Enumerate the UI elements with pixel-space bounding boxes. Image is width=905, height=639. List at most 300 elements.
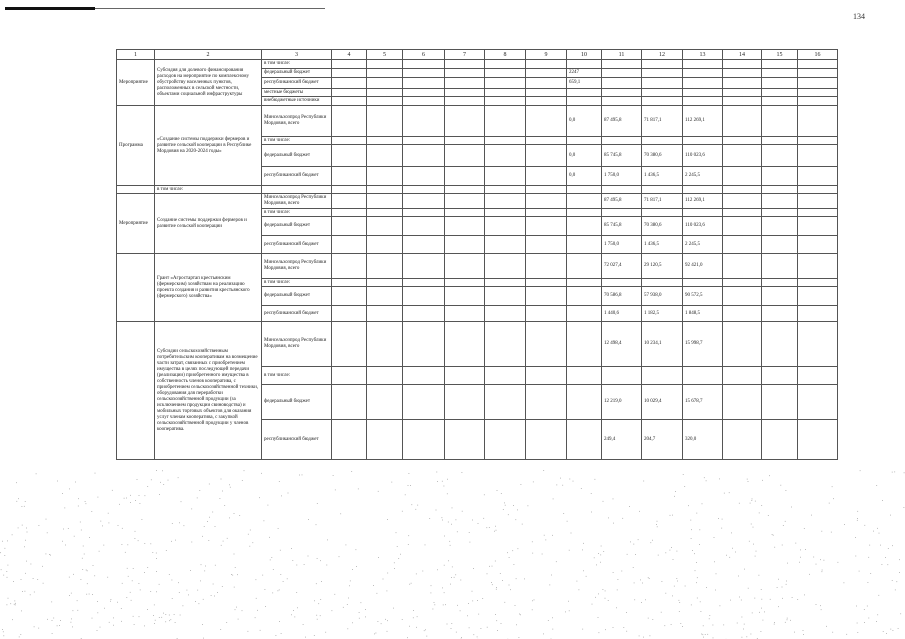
header-rule-thick: [5, 7, 95, 10]
empty-cell: [367, 145, 403, 167]
empty-cell: [367, 367, 403, 385]
value-col-11: 70 586,8: [602, 287, 642, 306]
empty-cell: [723, 217, 762, 236]
empty-cell: [723, 89, 762, 97]
empty-cell: [445, 89, 485, 97]
value-col-13: 112 269,1: [683, 106, 723, 137]
empty-cell: [445, 236, 485, 254]
empty-cell: [798, 106, 838, 137]
empty-cell: [367, 420, 403, 460]
empty-cell: [485, 322, 526, 367]
value-col-13: 2 245,5: [683, 236, 723, 254]
header-cell: 13: [683, 50, 723, 60]
empty-cell: [762, 145, 798, 167]
empty-cell: [723, 385, 762, 420]
value-col-11: [602, 367, 642, 385]
funding-source: внебюджетные источники: [262, 97, 332, 106]
value-col-12: 1 436,5: [642, 167, 683, 186]
empty-cell: [762, 254, 798, 279]
empty-cell: [445, 306, 485, 322]
row-category: Мероприятие: [117, 60, 155, 106]
empty-cell: [526, 145, 567, 167]
empty-cell: [762, 209, 798, 217]
empty-cell: [723, 279, 762, 287]
value-col-12: 1 436,5: [642, 236, 683, 254]
empty-cell: [762, 137, 798, 145]
header-cell: 8: [485, 50, 526, 60]
value-col-12: 71 817,1: [642, 106, 683, 137]
empty-cell: [445, 137, 485, 145]
value-col-11: 87 495,8: [602, 194, 642, 209]
value-col-12: 1 182,5: [642, 306, 683, 322]
value-col-13: 90 572,5: [683, 287, 723, 306]
funding-source: республиканский бюджет: [262, 167, 332, 186]
empty-cell: [723, 194, 762, 209]
empty-cell: [485, 89, 526, 97]
funding-source: в том числе:: [262, 279, 332, 287]
empty-cell: [445, 254, 485, 279]
value-col-10: 0,0: [567, 145, 602, 167]
empty-cell: [445, 167, 485, 186]
empty-cell: [367, 89, 403, 97]
header-rule-thin: [95, 8, 325, 9]
value-col-10: [567, 420, 602, 460]
empty-cell: [332, 322, 367, 367]
empty-cell: [332, 137, 367, 145]
value-col-12: 70 380,6: [642, 217, 683, 236]
empty-cell: [798, 167, 838, 186]
table-row: [117, 322, 838, 367]
empty-cell: [526, 420, 567, 460]
empty-cell: [332, 367, 367, 385]
row-name: в том числе:: [155, 186, 262, 194]
empty-cell: [798, 209, 838, 217]
empty-cell: [485, 69, 526, 78]
page-number: 134: [853, 12, 865, 21]
value-col-10: [567, 137, 602, 145]
value-col-13: [683, 97, 723, 106]
value-col-13: 2 245,5: [683, 167, 723, 186]
value-col-12: 10 029,4: [642, 385, 683, 420]
empty-cell: [526, 306, 567, 322]
value-col-10: 0,0: [567, 167, 602, 186]
empty-cell: [526, 217, 567, 236]
empty-cell: [526, 60, 567, 69]
empty-cell: [367, 306, 403, 322]
empty-cell: [485, 209, 526, 217]
empty-cell: [367, 69, 403, 78]
value-col-13: 1 848,5: [683, 306, 723, 322]
value-col-12: [642, 279, 683, 287]
row-category: [117, 322, 155, 460]
empty-cell: [526, 186, 567, 194]
funding-source: федеральный бюджет: [262, 217, 332, 236]
empty-cell: [762, 97, 798, 106]
value-col-10: [567, 367, 602, 385]
empty-cell: [526, 209, 567, 217]
empty-cell: [723, 306, 762, 322]
empty-cell: [403, 194, 445, 209]
empty-cell: [798, 194, 838, 209]
empty-cell: [526, 69, 567, 78]
empty-cell: [332, 217, 367, 236]
empty-cell: [445, 385, 485, 420]
value-col-11: [602, 60, 642, 69]
empty-cell: [367, 106, 403, 137]
empty-cell: [762, 217, 798, 236]
value-col-13: [683, 279, 723, 287]
empty-cell: [526, 97, 567, 106]
empty-cell: [798, 137, 838, 145]
funding-source: федеральный бюджет: [262, 69, 332, 78]
header-row: [117, 50, 838, 60]
value-col-12: 29 120,5: [642, 254, 683, 279]
value-col-11: 85 745,8: [602, 145, 642, 167]
row-name: Субсидия для долевого финансирования расходов на мероприятие по комплексному обустройству населенных пунктов, расположенных в сельской местности, объектами социальной инфраструктуры: [155, 60, 262, 106]
empty-cell: [526, 254, 567, 279]
value-col-13: [683, 60, 723, 69]
empty-cell: [798, 420, 838, 460]
value-col-11: 1 440,6: [602, 306, 642, 322]
empty-cell: [762, 367, 798, 385]
empty-cell: [798, 60, 838, 69]
funding-source: в том числе:: [262, 209, 332, 217]
value-col-13: 110 023,6: [683, 217, 723, 236]
empty-cell: [723, 322, 762, 367]
empty-cell: [526, 194, 567, 209]
value-col-13: [683, 209, 723, 217]
empty-cell: [332, 97, 367, 106]
empty-cell: [723, 287, 762, 306]
empty-cell: [723, 145, 762, 167]
row-category: Программа: [117, 106, 155, 186]
funding-source: Минсельхозпрод Республики Мордовия, всего: [262, 106, 332, 137]
empty-cell: [445, 186, 485, 194]
empty-cell: [367, 209, 403, 217]
empty-cell: [762, 306, 798, 322]
funding-source: федеральный бюджет: [262, 385, 332, 420]
header-cell: 11: [602, 50, 642, 60]
empty-cell: [798, 69, 838, 78]
value-col-11: 72 027,4: [602, 254, 642, 279]
empty-cell: [485, 217, 526, 236]
value-col-12: [642, 97, 683, 106]
empty-cell: [485, 137, 526, 145]
row-name: Создание системы поддержки фермеров и развитие сельской кооперации: [155, 194, 262, 254]
empty-cell: [403, 186, 445, 194]
empty-cell: [798, 254, 838, 279]
empty-cell: [798, 385, 838, 420]
value-col-13: [683, 137, 723, 145]
row-name: «Создание системы поддержки фермеров и развитие сельской кооперации в Республике Мордовия на 2020-2024 годы»: [155, 106, 262, 186]
empty-cell: [723, 78, 762, 89]
funding-source: местные бюджеты: [262, 89, 332, 97]
empty-cell: [445, 287, 485, 306]
value-col-13: 15 998,7: [683, 322, 723, 367]
empty-cell: [367, 279, 403, 287]
value-col-12: 10 234,1: [642, 322, 683, 367]
value-col-11: [602, 89, 642, 97]
empty-cell: [798, 287, 838, 306]
empty-cell: [367, 97, 403, 106]
row-category: [117, 254, 155, 322]
empty-cell: [332, 89, 367, 97]
empty-cell: [762, 69, 798, 78]
empty-cell: [403, 60, 445, 69]
funding-source: в том числе:: [262, 137, 332, 145]
row-name: Субсидии сельскохозяйственным потребительским кооперативам на возмещение части затрат, связанных с приобретением имущества в целях последующей передачи (реализации) приобретенного имущества в собственность членов кооператива, с приобретением сельскохозяйственной техники, оборудования для переработки сельскохозяйственной продукции (за исключением продукции свиноводства) и мобильных торговых объектов для оказания услуг членам кооператива, с закупкой сельскохозяйственной продукции у членов кооператива.: [155, 322, 262, 460]
value-col-13: [683, 69, 723, 78]
empty-cell: [332, 167, 367, 186]
empty-cell: [762, 106, 798, 137]
empty-cell: [798, 89, 838, 97]
empty-cell: [403, 420, 445, 460]
value-col-10: 659,1: [567, 78, 602, 89]
empty-cell: [445, 145, 485, 167]
empty-cell: [445, 78, 485, 89]
value-col-12: [642, 186, 683, 194]
empty-cell: [723, 254, 762, 279]
empty-cell: [485, 385, 526, 420]
value-col-13: 110 023,6: [683, 145, 723, 167]
value-col-12: [642, 78, 683, 89]
funding-source: республиканский бюджет: [262, 420, 332, 460]
empty-cell: [332, 385, 367, 420]
empty-cell: [485, 194, 526, 209]
empty-cell: [332, 60, 367, 69]
empty-cell: [332, 306, 367, 322]
table-row: [117, 106, 838, 137]
empty-cell: [798, 217, 838, 236]
value-col-10: [567, 254, 602, 279]
empty-cell: [723, 236, 762, 254]
empty-cell: [762, 167, 798, 186]
value-col-10: [567, 279, 602, 287]
value-col-11: [602, 209, 642, 217]
value-col-12: [642, 367, 683, 385]
header-cell: 6: [403, 50, 445, 60]
empty-cell: [485, 420, 526, 460]
header-cell: 5: [367, 50, 403, 60]
empty-cell: [445, 106, 485, 137]
header-cell: 15: [762, 50, 798, 60]
empty-cell: [798, 78, 838, 89]
empty-cell: [526, 89, 567, 97]
value-col-11: [602, 279, 642, 287]
funding-source: федеральный бюджет: [262, 145, 332, 167]
value-col-10: [567, 322, 602, 367]
empty-cell: [367, 236, 403, 254]
empty-cell: [798, 186, 838, 194]
empty-cell: [485, 97, 526, 106]
empty-cell: [723, 69, 762, 78]
empty-cell: [762, 186, 798, 194]
empty-cell: [762, 420, 798, 460]
empty-cell: [403, 89, 445, 97]
empty-cell: [762, 322, 798, 367]
empty-cell: [526, 78, 567, 89]
empty-cell: [485, 287, 526, 306]
header-cell: 9: [526, 50, 567, 60]
empty-cell: [367, 60, 403, 69]
empty-cell: [367, 137, 403, 145]
empty-cell: [403, 367, 445, 385]
empty-cell: [485, 306, 526, 322]
value-col-11: 1 750,0: [602, 167, 642, 186]
header-cell: 1: [117, 50, 155, 60]
empty-cell: [332, 106, 367, 137]
value-col-10: 0,0: [567, 106, 602, 137]
value-col-12: [642, 89, 683, 97]
value-col-11: [602, 186, 642, 194]
empty-cell: [723, 167, 762, 186]
empty-cell: [367, 385, 403, 420]
value-col-13: 112 269,1: [683, 194, 723, 209]
value-col-11: 1 750,0: [602, 236, 642, 254]
value-col-13: [683, 89, 723, 97]
funding-source: [262, 186, 332, 194]
empty-cell: [403, 287, 445, 306]
empty-cell: [798, 322, 838, 367]
empty-cell: [485, 167, 526, 186]
empty-cell: [723, 209, 762, 217]
empty-cell: [798, 236, 838, 254]
empty-cell: [332, 194, 367, 209]
empty-cell: [403, 97, 445, 106]
header-cell: 3: [262, 50, 332, 60]
table-row: [117, 60, 838, 69]
funding-source: республиканский бюджет: [262, 236, 332, 254]
empty-cell: [445, 209, 485, 217]
empty-cell: [798, 97, 838, 106]
value-col-10: [567, 287, 602, 306]
header-cell: 2: [155, 50, 262, 60]
empty-cell: [485, 254, 526, 279]
value-col-12: 71 817,1: [642, 194, 683, 209]
table-row: [117, 194, 838, 209]
empty-cell: [367, 287, 403, 306]
value-col-10: [567, 385, 602, 420]
value-col-10: [567, 186, 602, 194]
funding-source: Минсельхозпрод Республики Мордовия, всего: [262, 254, 332, 279]
empty-cell: [762, 89, 798, 97]
empty-cell: [403, 236, 445, 254]
empty-cell: [332, 186, 367, 194]
empty-cell: [762, 279, 798, 287]
funding-source: федеральный бюджет: [262, 287, 332, 306]
value-col-11: [602, 69, 642, 78]
empty-cell: [723, 420, 762, 460]
empty-cell: [403, 69, 445, 78]
row-category: Мероприятие: [117, 194, 155, 254]
empty-cell: [485, 78, 526, 89]
value-col-13: [683, 186, 723, 194]
empty-cell: [526, 385, 567, 420]
value-col-11: [602, 137, 642, 145]
header-cell: 14: [723, 50, 762, 60]
empty-cell: [445, 420, 485, 460]
empty-cell: [403, 254, 445, 279]
value-col-10: [567, 236, 602, 254]
empty-cell: [526, 279, 567, 287]
header-cell: 7: [445, 50, 485, 60]
empty-cell: [526, 287, 567, 306]
header-cell: 10: [567, 50, 602, 60]
empty-cell: [367, 167, 403, 186]
empty-cell: [526, 137, 567, 145]
value-col-11: 85 745,8: [602, 217, 642, 236]
value-col-12: 57 938,0: [642, 287, 683, 306]
value-col-10: [567, 60, 602, 69]
empty-cell: [445, 322, 485, 367]
empty-cell: [332, 279, 367, 287]
empty-cell: [526, 322, 567, 367]
empty-cell: [445, 69, 485, 78]
header-cell: 16: [798, 50, 838, 60]
empty-cell: [445, 97, 485, 106]
value-col-12: [642, 69, 683, 78]
empty-cell: [485, 279, 526, 287]
empty-cell: [403, 217, 445, 236]
empty-cell: [403, 78, 445, 89]
empty-cell: [798, 145, 838, 167]
empty-cell: [403, 306, 445, 322]
empty-cell: [485, 236, 526, 254]
empty-cell: [762, 194, 798, 209]
empty-cell: [723, 186, 762, 194]
empty-cell: [445, 217, 485, 236]
empty-cell: [798, 367, 838, 385]
value-col-12: 204,7: [642, 420, 683, 460]
empty-cell: [367, 78, 403, 89]
value-col-11: 249,4: [602, 420, 642, 460]
empty-cell: [332, 69, 367, 78]
empty-cell: [403, 137, 445, 145]
empty-cell: [485, 186, 526, 194]
value-col-10: [567, 89, 602, 97]
value-col-13: [683, 78, 723, 89]
empty-cell: [798, 306, 838, 322]
empty-cell: [723, 367, 762, 385]
funding-source: в том числе:: [262, 60, 332, 69]
value-col-10: [567, 194, 602, 209]
empty-cell: [445, 279, 485, 287]
empty-cell: [485, 106, 526, 137]
value-col-12: 70 380,6: [642, 145, 683, 167]
value-col-10: 2247: [567, 69, 602, 78]
scan-speckle: [0, 470, 905, 639]
empty-cell: [526, 167, 567, 186]
empty-cell: [762, 385, 798, 420]
value-col-12: [642, 209, 683, 217]
empty-cell: [445, 367, 485, 385]
value-col-12: [642, 137, 683, 145]
empty-cell: [798, 279, 838, 287]
empty-cell: [332, 209, 367, 217]
budget-table: [116, 49, 838, 460]
empty-cell: [403, 145, 445, 167]
empty-cell: [526, 367, 567, 385]
value-col-10: [567, 209, 602, 217]
empty-cell: [367, 186, 403, 194]
value-col-11: 12 498,4: [602, 322, 642, 367]
value-col-13: 15 678,7: [683, 385, 723, 420]
table-row: [117, 254, 838, 279]
empty-cell: [762, 60, 798, 69]
value-col-12: [642, 60, 683, 69]
row-name: Грант «Агростартап крестьянским (фермерским) хозяйствам на реализацию проекта создания и развития крестьянского (фермерского) хозяйства»: [155, 254, 262, 322]
row-category: [117, 186, 155, 194]
